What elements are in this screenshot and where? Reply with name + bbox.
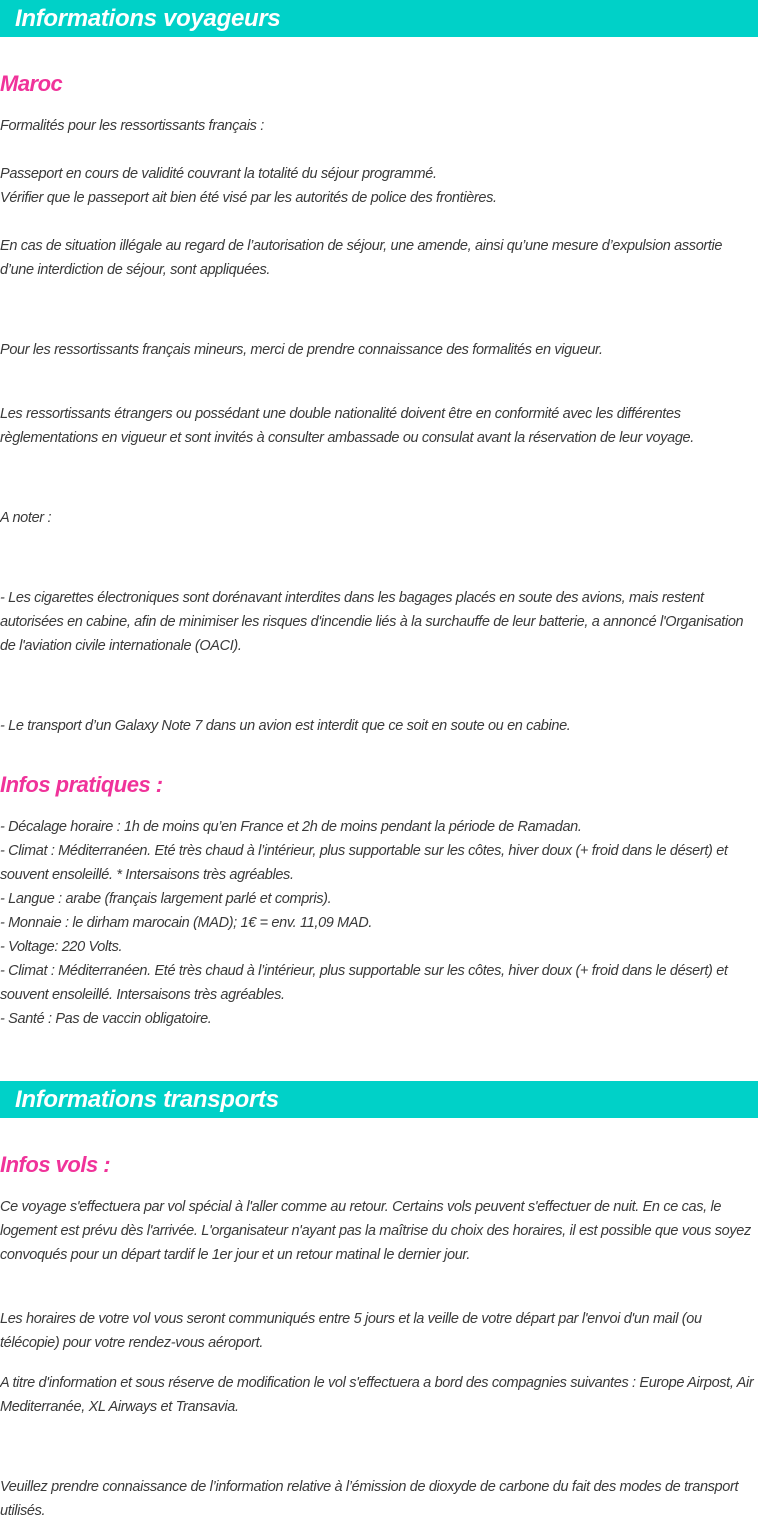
climate-text-1: - Climat : Méditerranéen. Eté très chaud à l’intérieur, plus supportable sur les côtes, hiver doux (+ froid dans le désert) et souvent ensoleillé. * Intersaisons très agréables. [0, 843, 728, 883]
currency-text: - Monnaie : le dirham marocain (MAD); 1€ = env. 11,09 MAD. [0, 915, 373, 931]
foreigners-text: Les ressortissants étrangers ou possédant une double nationalité doivent être en conformité avec les différentes règlementations en vigueur et sont invités à consulter ambassade ou consulat avant la réservation de leur voyage. [0, 406, 694, 446]
flight-schedule-text: Les horaires de votre vol vous seront communiqués entre 5 jours et la veille de votre départ par l'envoi d'un mail (ou télécopie) pour votre rendez-vous aéroport. [0, 1311, 702, 1351]
illegal-situation-text: En cas de situation illégale au regard de l’autorisation de séjour, une amende, ainsi qu’une mesure d’expulsion assortie d’une interdiction de séjour, sont appliquées. [0, 238, 723, 278]
language-text: - Langue : arabe (français largement parlé et compris). [0, 891, 332, 907]
climate-text-2: - Climat : Méditerranéen. Eté très chaud à l’intérieur, plus supportable sur les côtes, hiver doux (+ froid dans le désert) et souvent ensoleillé. Intersaisons très agréables. [0, 963, 728, 1003]
e-cigarettes-note: - Les cigarettes électroniques sont dorénavant interdites dans les bagages placés en soute des avions, mais restent autorisées en cabine, afin de minimiser les risques d'incendie liés à la surchauffe de leur batterie, a annoncé l'Organisation de l'aviation civile internationale (OACI). [0, 590, 744, 654]
galaxy-note-text: - Le transport d’un Galaxy Note 7 dans un avion est interdit que ce soit en soute ou en cabine. [0, 718, 571, 734]
timezone-text: - Décalage horaire : 1h de moins qu’en France et 2h de moins pendant la période de Ramadan. [0, 819, 582, 835]
minors-text: Pour les ressortissants français mineurs, merci de prendre connaissance des formalités en vigueur. [0, 342, 603, 358]
section-banner-voyageurs: Informations voyageurs [0, 0, 758, 37]
airlines-text: A titre d'information et sous réserve de modification le vol s'effectuera a bord des compagnies suivantes : Europe Airpost, Air Mediterranée, XL Airways et Transavia. [0, 1375, 754, 1415]
special-flight-text: Ce voyage s'effectuera par vol spécial à l'aller comme au retour. Certains vols peuvent s'effectuer de nuit. En ce cas, le logement est prévu dès l'arrivée. L'organisateur n'ayant pas la maîtrise du choix des horaires, il est possible que vous soyez convoqués pour un départ tardif le 1er jour et un retour matinal le dernier jour. [0, 1199, 751, 1263]
flights-heading: Infos vols : [0, 1152, 111, 1177]
country-heading: Maroc [0, 71, 63, 96]
voltage-text: - Voltage: 220 Volts. [0, 939, 123, 955]
health-text: - Santé : Pas de vaccin obligatoire. [0, 1011, 212, 1027]
carbon-info-text: Veuillez prendre connaissance de l’information relative à l’émission de dioxyde de carbone du fait des modes de transport utilisés. [0, 1479, 739, 1519]
note-label: A noter : [0, 510, 52, 526]
formalites-intro: Formalités pour les ressortissants français : [0, 118, 264, 134]
section-banner-transports: Informations transports [0, 1081, 758, 1118]
practical-info-heading: Infos pratiques : [0, 772, 163, 797]
passport-validity-text: Passeport en cours de validité couvrant la totalité du séjour programmé. [0, 166, 437, 182]
passport-visa-text: Vérifier que le passeport ait bien été visé par les autorités de police des frontières. [0, 190, 497, 206]
